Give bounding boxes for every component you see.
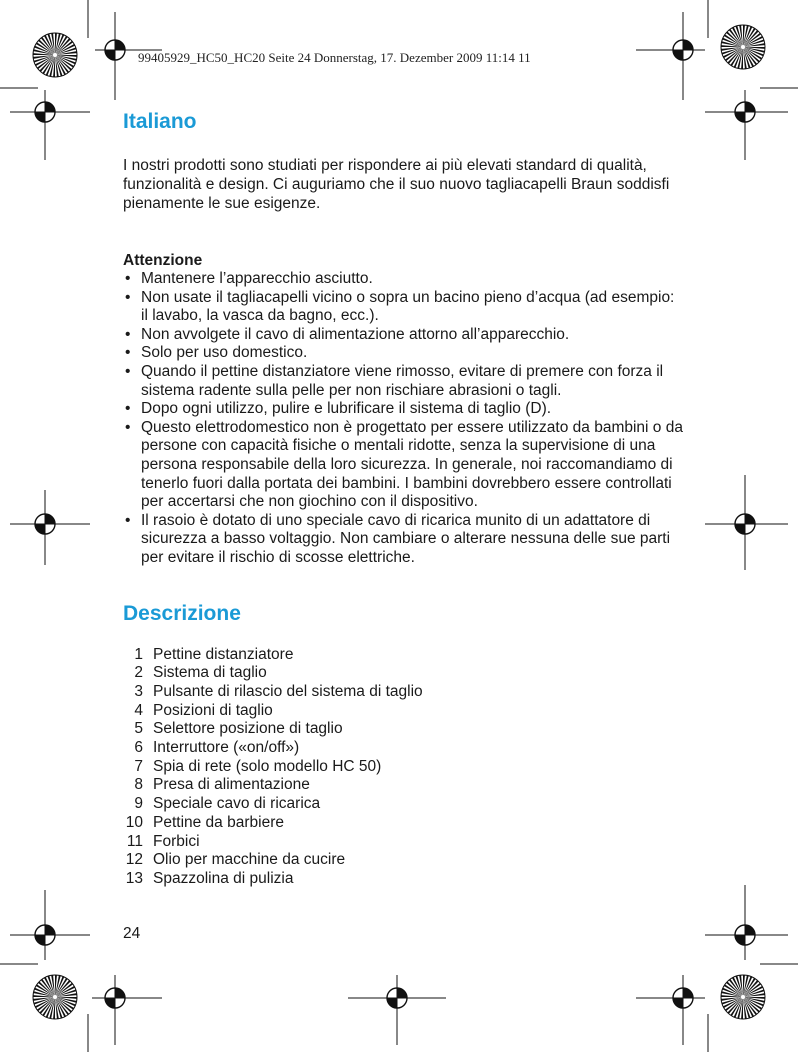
description-title: Descrizione xyxy=(123,601,241,625)
part-item xyxy=(123,776,683,795)
page-content xyxy=(123,110,683,889)
part-number: 6 xyxy=(134,739,143,757)
part-number: 3 xyxy=(134,682,143,700)
intro-paragraph: I nostri prodotti sono studiati per rispondere ai più elevati standard di qualità, funzionalità e design. Ci auguriamo che il suo nuovo tagliacapelli Braun soddisfi pienamente le sue esigenze. xyxy=(123,157,670,212)
part-item xyxy=(123,795,683,814)
part-item xyxy=(123,833,683,852)
part-number: 12 xyxy=(125,851,143,869)
part-number: 10 xyxy=(125,813,143,831)
section-title: Italiano xyxy=(123,110,197,133)
part-label: Pettine da barbiere xyxy=(153,813,284,831)
part-item xyxy=(123,758,683,777)
print-header: 99405929_HC50_HC20 Seite 24 Donnerstag, 17. Dezember 2009 11:14 11 xyxy=(138,50,531,65)
part-label: Forbici xyxy=(153,832,200,850)
part-item xyxy=(123,646,683,665)
part-label: Pulsante di rilascio del sistema di taglio xyxy=(153,682,423,700)
part-label: Sistema di taglio xyxy=(153,664,267,682)
starburst-target-icon xyxy=(33,975,77,1019)
page-number: 24 xyxy=(123,925,141,942)
warning-list xyxy=(123,270,683,568)
warning-item: • Mantenere l’apparecchio asciutto. xyxy=(123,270,683,289)
part-item xyxy=(123,851,683,870)
warning-item: • Quando il pettine distanziatore viene rimosso, evitare di premere con forza il sistema radente sulla pelle per non rischiare abrasioni o tagli. xyxy=(123,363,683,400)
part-item xyxy=(123,702,683,721)
warning-item: • Questo elettrodomestico non è progettato per essere utilizzato da bambini o da persone con capacità fisiche o mentali ridotte, senza la supervisione di una persona responsabile della loro sicurezza. In generale, noi raccomandiamo di tenerlo fuori dalla portata dei bambini. I bambini dovrebbero essere controllati per accertarsi che non giochino con il dispositivo. xyxy=(123,419,683,512)
parts-list xyxy=(123,646,683,889)
part-item xyxy=(123,720,683,739)
part-number: 8 xyxy=(134,776,143,794)
part-item xyxy=(123,870,683,889)
part-number: 9 xyxy=(134,795,143,813)
part-number: 2 xyxy=(134,664,143,682)
part-label: Posizioni di taglio xyxy=(153,701,273,719)
part-number: 1 xyxy=(134,645,143,663)
part-label: Spazzolina di pulizia xyxy=(153,869,294,887)
part-label: Presa di alimentazione xyxy=(153,776,310,794)
warning-title: Attenzione xyxy=(123,252,203,269)
starburst-target-icon xyxy=(721,975,765,1019)
starburst-target-icon xyxy=(33,33,77,77)
warning-item: • Il rasoio è dotato di uno speciale cavo di ricarica munito di un adattatore di sicurezza a basso voltaggio. Non cambiare o alterare nessuna delle sue parti per evitare il rischio di scosse elettriche. xyxy=(123,512,683,568)
part-label: Spia di rete (solo modello HC 50) xyxy=(153,757,382,775)
part-item xyxy=(123,814,683,833)
part-number: 7 xyxy=(134,757,143,775)
starburst-target-icon xyxy=(721,25,765,69)
part-label: Speciale cavo di ricarica xyxy=(153,795,321,813)
part-item xyxy=(123,664,683,683)
part-item xyxy=(123,683,683,702)
warning-item: • Solo per uso domestico. xyxy=(123,344,683,363)
part-item xyxy=(123,739,683,758)
part-number: 4 xyxy=(134,701,143,719)
part-label: Pettine distanziatore xyxy=(153,645,294,663)
part-label: Olio per macchine da cucire xyxy=(153,851,346,869)
part-label: Interruttore («on/off») xyxy=(153,739,300,757)
part-number: 11 xyxy=(126,832,143,850)
part-number: 5 xyxy=(134,720,143,738)
warning-item: • Non avvolgete il cavo di alimentazione attorno all’apparecchio. xyxy=(123,326,683,345)
part-number: 13 xyxy=(125,869,143,887)
part-label: Selettore posizione di taglio xyxy=(153,720,343,738)
warning-item: • Non usate il tagliacapelli vicino o sopra un bacino pieno d’acqua (ad esempio: il lavabo, la vasca da bagno, ecc.). xyxy=(123,289,683,326)
warning-item: • Dopo ogni utilizzo, pulire e lubrificare il sistema di taglio (D). xyxy=(123,400,683,419)
